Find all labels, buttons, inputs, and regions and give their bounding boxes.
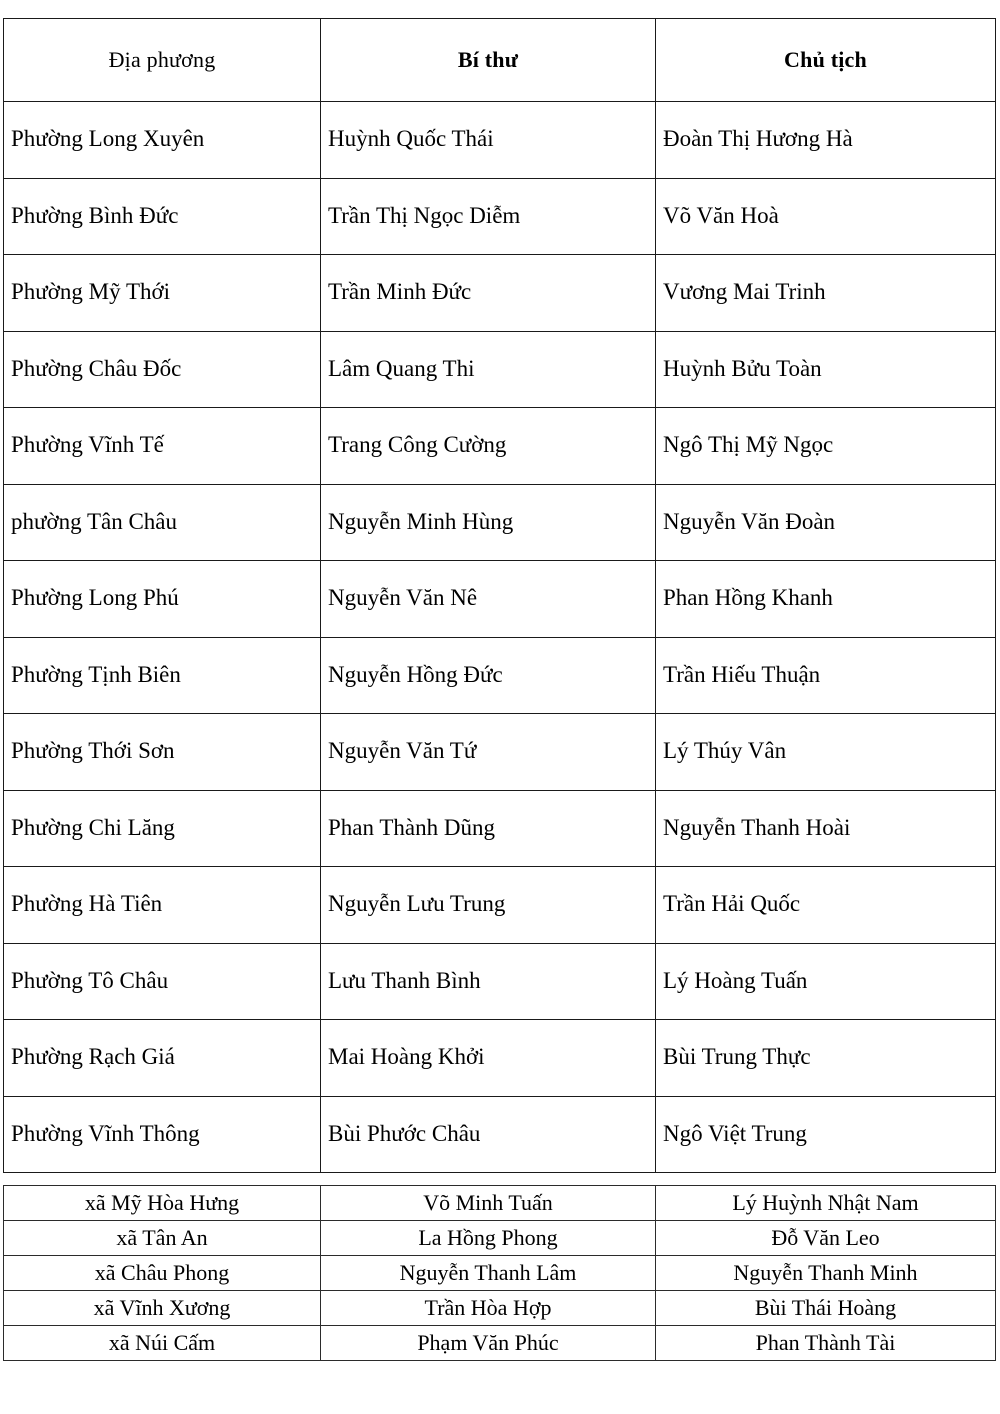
cell-chairman-text: Đỗ Văn Leo xyxy=(771,1224,880,1250)
cell-locality xyxy=(4,331,321,408)
cell-locality-text: Phường Châu Đốc xyxy=(11,355,182,381)
cell-locality xyxy=(4,1291,321,1326)
column-header-chairman xyxy=(656,19,996,102)
cell-locality-text: Phường Long Phú xyxy=(11,585,179,611)
cell-secretary-text: Trần Minh Đức xyxy=(328,279,472,305)
cell-locality-text: phường Tân Châu xyxy=(11,508,178,534)
table-row xyxy=(4,1291,996,1326)
table-row xyxy=(4,1326,996,1361)
cell-chairman-text: Bùi Trung Thực xyxy=(663,1044,811,1070)
cell-chairman xyxy=(656,1096,996,1173)
column-header-secretary-label: Bí thư xyxy=(457,46,519,72)
cell-chairman-text: Trần Hải Quốc xyxy=(663,891,801,917)
table-row xyxy=(4,714,996,791)
cell-chairman xyxy=(656,484,996,561)
cell-locality xyxy=(4,790,321,867)
cell-secretary-text: Trần Hòa Hợp xyxy=(424,1294,552,1320)
table-row xyxy=(4,637,996,714)
cell-secretary-text: Nguyễn Hồng Đức xyxy=(328,661,503,687)
wards-table-body xyxy=(4,102,996,1173)
cell-secretary xyxy=(321,1020,656,1097)
wards-table-header xyxy=(4,19,996,102)
cell-locality xyxy=(4,1221,321,1256)
cell-secretary-text: Nguyễn Văn Nê xyxy=(328,585,478,611)
cell-secretary-text: Phan Thành Dũng xyxy=(328,814,495,840)
cell-locality-text: Phường Thới Sơn xyxy=(11,738,175,764)
cell-locality-text: Phường Tịnh Biên xyxy=(11,661,181,687)
communes-roster-table xyxy=(3,1185,996,1361)
cell-secretary xyxy=(321,331,656,408)
cell-secretary xyxy=(321,943,656,1020)
table-row xyxy=(4,1186,996,1221)
cell-secretary-text: Lưu Thanh Bình xyxy=(328,967,481,993)
cell-chairman-text: Ngô Thị Mỹ Ngọc xyxy=(663,432,834,458)
cell-chairman-text: Nguyễn Thanh Minh xyxy=(733,1259,918,1285)
cell-secretary xyxy=(321,1291,656,1326)
table-row xyxy=(4,331,996,408)
cell-locality-text: Phường Hà Tiên xyxy=(11,891,163,917)
cell-chairman-text: Ngô Việt Trung xyxy=(663,1120,807,1146)
cell-chairman xyxy=(656,561,996,638)
cell-chairman-text: Lý Hoàng Tuấn xyxy=(663,967,808,993)
cell-secretary xyxy=(321,484,656,561)
cell-chairman xyxy=(656,1291,996,1326)
cell-locality xyxy=(4,178,321,255)
cell-chairman-text: Vương Mai Trinh xyxy=(663,279,826,305)
cell-locality-text: Phường Rạch Giá xyxy=(11,1044,175,1070)
cell-secretary-text: La Hồng Phong xyxy=(418,1224,558,1250)
wards-table-container xyxy=(3,18,995,1173)
cell-secretary xyxy=(321,102,656,179)
cell-chairman-text: Nguyễn Văn Đoàn xyxy=(663,508,836,534)
cell-chairman xyxy=(656,178,996,255)
cell-locality xyxy=(4,408,321,485)
cell-secretary-text: Nguyễn Minh Hùng xyxy=(328,508,514,534)
table-row xyxy=(4,1020,996,1097)
table-row xyxy=(4,255,996,332)
cell-secretary xyxy=(321,255,656,332)
table-row xyxy=(4,1221,996,1256)
cell-chairman-text: Phan Hồng Khanh xyxy=(663,585,833,611)
cell-locality-text: Phường Chi Lăng xyxy=(11,814,175,840)
table-header-row xyxy=(4,19,996,102)
cell-secretary-text: Huỳnh Quốc Thái xyxy=(328,126,494,152)
cell-locality-text: xã Núi Cấm xyxy=(108,1329,216,1355)
cell-chairman xyxy=(656,637,996,714)
cell-secretary-text: Trang Công Cường xyxy=(328,432,507,458)
communes-table-body xyxy=(4,1186,996,1361)
cell-secretary-text: Võ Minh Tuấn xyxy=(423,1189,553,1215)
cell-chairman xyxy=(656,255,996,332)
cell-secretary xyxy=(321,1096,656,1173)
column-header-locality-label: Địa phương xyxy=(108,46,216,72)
table-row xyxy=(4,790,996,867)
cell-secretary xyxy=(321,714,656,791)
cell-locality xyxy=(4,1326,321,1361)
cell-secretary-text: Phạm Văn Phúc xyxy=(417,1329,559,1355)
cell-locality xyxy=(4,714,321,791)
cell-chairman xyxy=(656,1221,996,1256)
cell-locality-text: xã Mỹ Hòa Hưng xyxy=(84,1189,240,1215)
column-header-chairman-label: Chủ tịch xyxy=(784,46,867,72)
cell-locality-text: Phường Bình Đức xyxy=(11,202,179,228)
cell-secretary xyxy=(321,178,656,255)
cell-chairman xyxy=(656,102,996,179)
cell-locality xyxy=(4,1256,321,1291)
cell-locality-text: xã Tân An xyxy=(116,1224,208,1250)
communes-table-container xyxy=(3,1185,995,1361)
cell-secretary-text: Nguyễn Thanh Lâm xyxy=(399,1259,577,1285)
cell-chairman-text: Huỳnh Bửu Toàn xyxy=(663,355,822,381)
cell-locality-text: Phường Mỹ Thới xyxy=(11,279,171,305)
cell-secretary xyxy=(321,1221,656,1256)
cell-chairman-text: Đoàn Thị Hương Hà xyxy=(663,126,853,152)
cell-locality-text: Phường Vĩnh Tế xyxy=(11,432,164,458)
cell-chairman-text: Bùi Thái Hoàng xyxy=(754,1294,897,1320)
table-row xyxy=(4,561,996,638)
cell-locality-text: Phường Tô Châu xyxy=(11,967,169,993)
cell-chairman xyxy=(656,408,996,485)
cell-locality xyxy=(4,102,321,179)
cell-locality xyxy=(4,1096,321,1173)
cell-secretary-text: Trần Thị Ngọc Diễm xyxy=(328,202,521,228)
table-row xyxy=(4,1256,996,1291)
cell-chairman xyxy=(656,1186,996,1221)
cell-locality xyxy=(4,637,321,714)
table-row xyxy=(4,484,996,561)
cell-chairman-text: Võ Văn Hoà xyxy=(663,202,779,228)
cell-locality xyxy=(4,484,321,561)
cell-locality xyxy=(4,255,321,332)
cell-secretary-text: Nguyễn Văn Tứ xyxy=(328,738,477,764)
column-header-locality xyxy=(4,19,321,102)
cell-locality xyxy=(4,1186,321,1221)
cell-locality xyxy=(4,943,321,1020)
cell-chairman xyxy=(656,1256,996,1291)
cell-secretary xyxy=(321,561,656,638)
cell-secretary-text: Mai Hoàng Khởi xyxy=(328,1044,485,1070)
cell-chairman-text: Phan Thành Tài xyxy=(755,1329,896,1355)
table-row xyxy=(4,867,996,944)
wards-roster-table xyxy=(3,18,996,1173)
cell-chairman xyxy=(656,1020,996,1097)
cell-locality xyxy=(4,867,321,944)
cell-locality-text: xã Vĩnh Xương xyxy=(93,1294,231,1320)
table-row xyxy=(4,943,996,1020)
cell-chairman-text: Trần Hiếu Thuận xyxy=(663,661,821,687)
cell-chairman xyxy=(656,943,996,1020)
cell-secretary xyxy=(321,1256,656,1291)
cell-secretary xyxy=(321,408,656,485)
cell-chairman xyxy=(656,331,996,408)
cell-secretary xyxy=(321,1186,656,1221)
column-header-secretary xyxy=(321,19,656,102)
cell-secretary-text: Lâm Quang Thi xyxy=(328,355,475,381)
cell-chairman xyxy=(656,867,996,944)
cell-locality-text: xã Châu Phong xyxy=(94,1259,230,1285)
table-row xyxy=(4,1096,996,1173)
cell-chairman xyxy=(656,1326,996,1361)
cell-secretary xyxy=(321,637,656,714)
cell-secretary xyxy=(321,790,656,867)
cell-secretary xyxy=(321,1326,656,1361)
cell-locality xyxy=(4,561,321,638)
cell-chairman-text: Nguyễn Thanh Hoài xyxy=(663,814,851,840)
cell-secretary xyxy=(321,867,656,944)
cell-chairman-text: Lý Thúy Vân xyxy=(663,738,787,764)
cell-chairman-text: Lý Huỳnh Nhật Nam xyxy=(732,1189,919,1215)
cell-secretary-text: Nguyễn Lưu Trung xyxy=(328,891,506,917)
cell-secretary-text: Bùi Phước Châu xyxy=(328,1120,481,1146)
table-row xyxy=(4,408,996,485)
table-row xyxy=(4,178,996,255)
cell-chairman xyxy=(656,714,996,791)
cell-locality-text: Phường Long Xuyên xyxy=(11,126,205,152)
table-row xyxy=(4,102,996,179)
cell-locality xyxy=(4,1020,321,1097)
cell-chairman xyxy=(656,790,996,867)
cell-locality-text: Phường Vĩnh Thông xyxy=(11,1120,200,1146)
